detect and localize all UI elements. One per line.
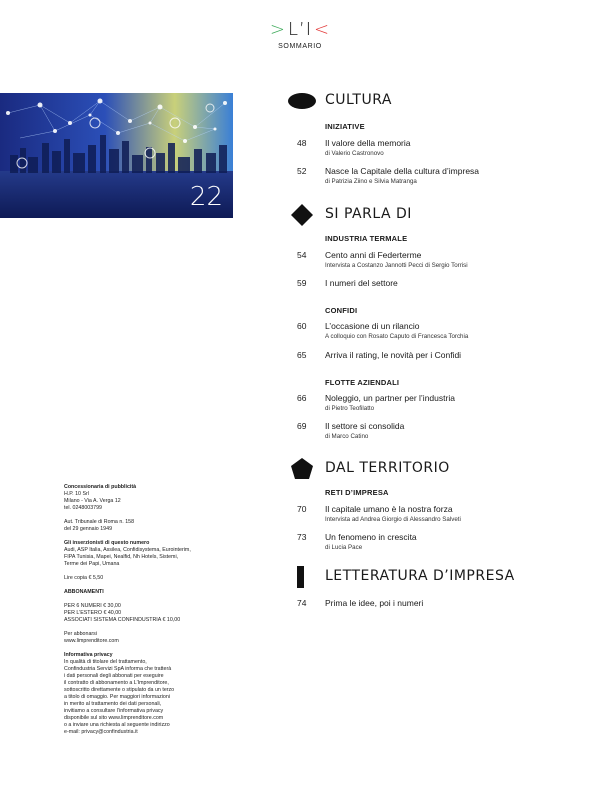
bar-marker-icon [287, 566, 317, 588]
page-number: 48 [297, 138, 307, 148]
article-title: Il settore si consolida [325, 421, 405, 431]
section-title: DAL TERRITORIO [325, 460, 450, 476]
article-title: Nasce la Capitale della cultura d’impresa [325, 166, 480, 176]
article-byline: Intervista a Costanzo Jannotti Pecci di Sergio Torrisi [325, 262, 468, 269]
article-title: Arriva il rating, le novità per i Confidi [325, 350, 462, 360]
article-title: L’occasione di un rilancio [325, 321, 420, 331]
category-title: RETI D’IMPRESA [325, 488, 389, 497]
page-number: 59 [297, 278, 307, 288]
page-number: 60 [297, 321, 307, 331]
category-title: INDUSTRIA TERMALE [325, 234, 408, 243]
section-header [287, 566, 587, 588]
dealer-heading: Concessionaria di pubblicità [64, 484, 137, 490]
article-byline: Intervista ad Andrea Giorgio di Alessandro Salveti [325, 516, 461, 523]
article-byline: A colloquio con Rosato Caputo di Francesca Torchia [325, 333, 469, 340]
page-number: 54 [297, 250, 307, 260]
privacy-text: In qualità di titolare del trattamento, Confindustria Servizi SpA informa che tratterà i dati personali degli abbonati per eseguire il contratto di abbonamento a L’Imprenditore, sottoscritto direttamente o stipulato da un terzo a titolo di omaggio. Per maggiori informazioni in merito al trattamento dei dati personali, invitiamo a consultare l’informativa privacy disponibile sul sito www.limprenditore.com o a inviare una richiesta al seguente indirizzo e-mail: privacy@confindustria.it [64, 659, 175, 735]
copy-price: Lire copia € 5,50 [64, 575, 104, 581]
article-byline: di Valerio Castronovo [325, 150, 384, 157]
section-title: SI PARLA DI [325, 206, 412, 222]
article-title: I numeri del settore [325, 278, 398, 288]
page-subtitle: SOMMARIO [278, 43, 322, 50]
section-letteratura-d-impresa [287, 566, 587, 608]
logo-right-chevron: < [314, 19, 331, 40]
page-number: 73 [297, 532, 307, 542]
section-header [287, 204, 587, 226]
colophon [64, 484, 244, 736]
subscriptions-heading: ABBONAMENTI [64, 589, 104, 595]
category-title: CONFIDI [325, 306, 358, 315]
subscribe-info[interactable]: Per abbonarsi www.limprenditore.com [64, 631, 119, 644]
page-number: 70 [297, 504, 307, 514]
page-number: 65 [297, 350, 307, 360]
advertisers-heading: Gli inserzionisti di questo numero [64, 540, 150, 546]
page-number: 74 [297, 598, 307, 608]
advertisers-list: Audi, ASP Italia, Assilea, Confidisystema, Eurointerim, FIPA Tunisia, Mapei, Nealfid, Nh Hotels, Sistemi, Terme dei Papi, Umana [64, 547, 191, 567]
article-title: Prima le idee, poi i numeri [325, 598, 424, 608]
article-byline: di Lucia Pace [325, 544, 363, 551]
section-title: CULTURA [325, 92, 392, 108]
privacy-heading: Informativa privacy [64, 652, 113, 658]
category-title: FLOTTE AZIENDALI [325, 378, 400, 387]
dealer-details: H.P. 10 Srl Milano - Via A. Verga 12 tel. 0248003799 [64, 491, 121, 511]
section-dal-territorio [287, 458, 587, 551]
logo-left-chevron: > [269, 19, 286, 40]
article-byline: di Pietro Teofilatto [325, 405, 375, 412]
issue-number: 22 [189, 182, 223, 212]
diamond-marker-icon [287, 204, 317, 226]
section-header [287, 90, 587, 112]
section-title: LETTERATURA D’IMPRESA [325, 568, 515, 584]
ellipse-marker-icon [287, 90, 317, 112]
masthead [0, 20, 600, 50]
article-byline: di Patrizia Ziino e Silvia Matranga [325, 178, 417, 185]
magazine-logo [0, 20, 600, 40]
article-title: Il valore della memoria [325, 138, 411, 148]
section-header [287, 458, 587, 480]
article-title: Il capitale umano è la nostra forza [325, 504, 453, 514]
article-byline: di Marco Catino [325, 433, 369, 440]
section-cultura [287, 90, 587, 185]
category-title: INIZIATIVE [325, 122, 365, 131]
subscription-prices: PER 6 NUMERI € 30,00 PER L’ESTERO € 40,00 ASSOCIATI SISTEMA CONFINDUSTRIA € 10,00 [64, 603, 181, 623]
logo-text: L’I [287, 19, 313, 40]
cover-image [0, 93, 233, 218]
article-title: Noleggio, un partner per l’industria [325, 393, 455, 403]
page-number: 69 [297, 421, 307, 431]
article-title: Cento anni di Federterme [325, 250, 422, 260]
section-si-parla-di [287, 204, 587, 440]
court-registration: Aut. Tribunale di Roma n. 158 del 29 gennaio 1949 [64, 519, 135, 532]
pentagon-marker-icon [287, 458, 317, 480]
article-title: Un fenomeno in crescita [325, 532, 417, 542]
page-number: 66 [297, 393, 307, 403]
page-number: 52 [297, 166, 307, 176]
